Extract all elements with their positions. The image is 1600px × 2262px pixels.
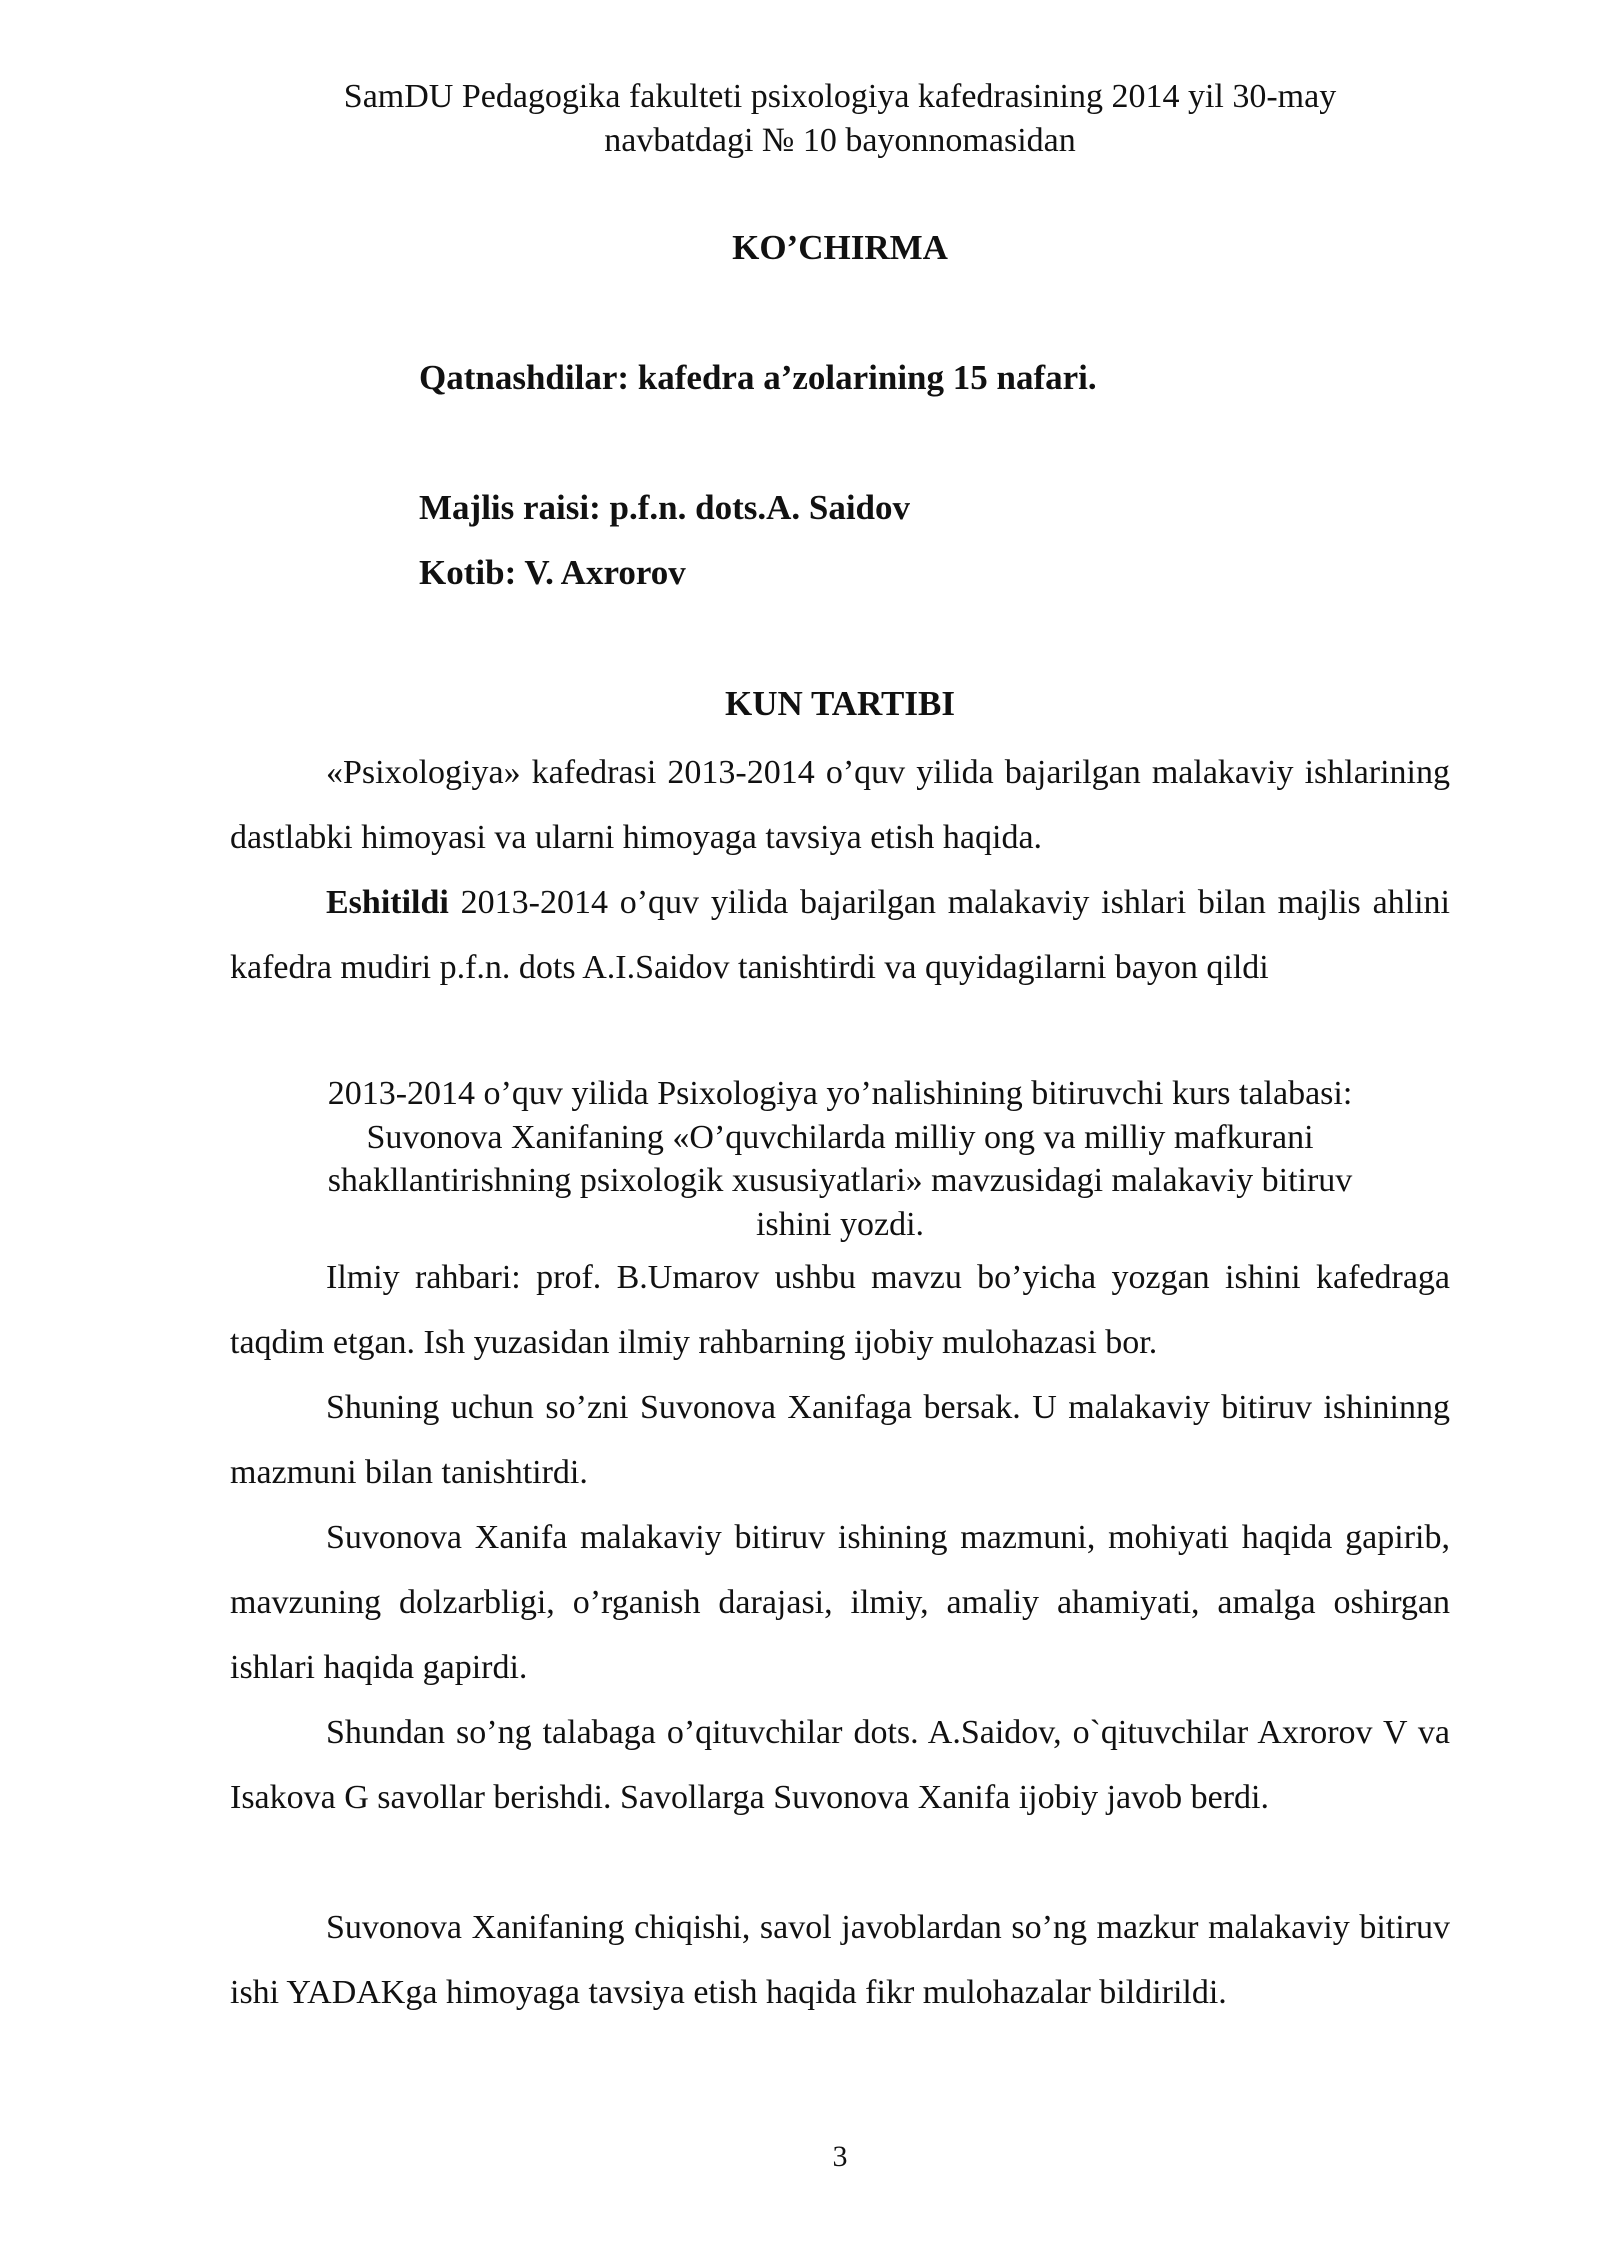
agenda-title: KUN TARTIBI [725, 684, 955, 723]
supervisor-paragraph: Ilmiy rahbari: prof. B.Umarov ushbu mavzu bo’yicha yozgan ishini kafedraga taqdim etgan. Ish yuzasidan ilmiy rahbarning ijobiy mulohazasi bor. [230, 1259, 1450, 1361]
heard-text: 2013-2014 o’quv yilida bajarilgan malakaviy ishlari bilan majlis ahlini kafedra mudiri p.f.n. dots A.I.Saidov tanishtirdi va quyidagilarni bayon qildi [230, 884, 1450, 986]
document-header [230, 75, 1450, 163]
thesis-line-1: 2013-2014 o’quv yilida Psixologiya yo’nalishining bitiruvchi kurs talabasi: [327, 1075, 1353, 1112]
recommendation-paragraph: Suvonova Xanifaning chiqishi, savol javoblardan so’ng mazkur malakaviy bitiruv ishi YADAKga himoyaga tavsiya etish haqida fikr mulohazalar bildirildi. [230, 1909, 1450, 2011]
document-title: KO’CHIRMA [732, 228, 948, 267]
heard-paragraph [230, 870, 1450, 1000]
thesis-line-3: shakllantirishning psixologik xususiyatlari» mavzusidagi malakaviy bitiruv [327, 1162, 1353, 1199]
chair-line: Majlis raisi: p.f.n. dots.A. Saidov [419, 488, 911, 527]
thesis-info-block [230, 1072, 1450, 1246]
agenda-paragraph: «Psixologiya» kafedrasi 2013-2014 o’quv yilida bajarilgan malakaviy ishlarining dastlabki himoyasi va ularni himoyaga tavsiya etish haqida. [230, 754, 1450, 856]
header-line-2: navbatdagi № 10 bayonnomasidan [604, 122, 1076, 159]
header-line-1: SamDU Pedagogika fakulteti psixologiya kafedrasining 2014 yil 30-may [343, 78, 1337, 115]
student-intro-paragraph: Shuning uchun so’zni Suvonova Xanifaga bersak. U malakaviy bitiruv ishininng mazmuni bilan tanishtirdi. [230, 1389, 1450, 1491]
thesis-line-2: Suvonova Xanifaning «O’quvchilarda milliy ong va milliy mafkurani [366, 1118, 1314, 1156]
questions-paragraph: Shundan so’ng talabaga o’qituvchilar dots. A.Saidov, o`qituvchilar Axrorov V va Isakova G savollar berishdi. Savollarga Suvonova Xanifa ijobiy javob berdi. [230, 1714, 1450, 1816]
student-speech-paragraph: Suvonova Xanifa malakaviy bitiruv ishining mazmuni, mohiyati haqida gapirib, mavzuning dolzarbligi, o’rganish darajasi, ilmiy, amaliy ahamiyati, amalga oshirgan ishlari haqida gapirdi. [230, 1519, 1450, 1686]
participants-line: Qatnashdilar: kafedra a’zolarining 15 nafari. [419, 358, 1097, 397]
secretary-line: Kotib: V. Axrorov [419, 553, 686, 592]
thesis-line-4: ishini yozdi. [755, 1205, 925, 1243]
heard-label: Eshitildi [326, 884, 449, 921]
page-number: 3 [832, 2140, 848, 2173]
